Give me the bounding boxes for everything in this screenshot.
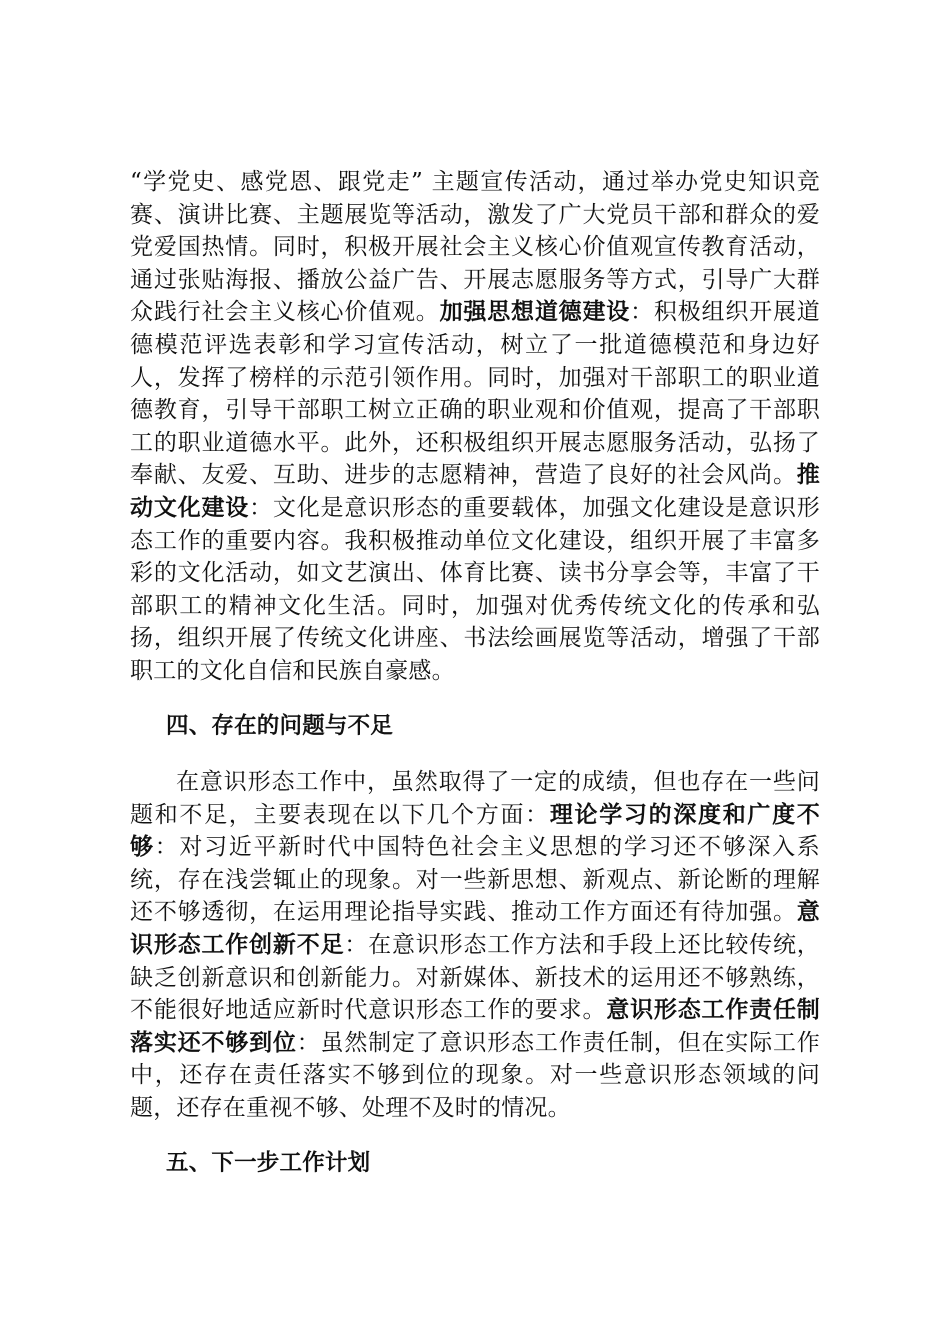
paragraph-text: ：对习近平新时代中国特色社会主义思想的学习还不够深入系统，存在浅尝辄止的现象。对一些新思想、新观点、新论断的理解还不够透彻，在运用理论指导实践、推动工作方面还有待加强。 [130, 834, 820, 926]
bold-term-culture-construction: 推动文化建设 [130, 462, 820, 521]
spacer [130, 688, 820, 710]
section-heading-next-plan: 五、下一步工作计划 [166, 1149, 371, 1176]
paragraph-text: ：积极组织开展道德模范评选表彰和学习宣传活动，树立了一批道德模范和身边好人，发挥了榜样的示范引领作用。同时，加强对干部职工的职业道德教育，引导干部职工树立正确的职业观和价值观，提高了干部职工的职业道德水平。此外，还积极组织开展志愿服务活动，弘扬了奉献、友爱、互助、进步的志愿精神，营造了良好的社会风尚。 [130, 299, 820, 489]
paragraph-problems [130, 766, 820, 1125]
paragraph-achievements-continued [130, 166, 820, 688]
paragraph-text: “学党史、感党恩、跟党走” 主题宣传活动，通过举办党史知识竞赛、演讲比赛、主题展览等活动，激发了广大党员干部和群众的爱党爱国热情。同时，积极开展社会主义核心价值观宣传教育活动，通过张贴海报、播放公益广告、开展志愿服务等方式，引导广大群众践行社会主义核心价值观。 [130, 169, 820, 326]
spacer [130, 1125, 820, 1147]
bold-term-theory-study: 理论学习的深度和广度不够 [130, 801, 821, 861]
document-body [130, 166, 820, 1179]
spacer [130, 742, 820, 766]
bold-term-innovation: 意识形态工作创新不足 [130, 899, 820, 959]
section-heading-problems: 四、存在的问题与不足 [166, 712, 394, 739]
paragraph-text: 在意识形态工作中，虽然取得了一定的成绩，但也存在一些问题和不足，主要表现在以下几个方面： [130, 769, 820, 828]
paragraph-text: ：虽然制定了意识形态工作责任制，但在实际工作中，还存在责任落实不够到位的现象。对一些意识形态领域的问题，还存在重视不够、处理不及时的情况。 [130, 1029, 820, 1122]
paragraph-text: ：文化是意识形态的重要载体，加强文化建设是意识形态工作的重要内容。我积极推动单位文化建设，组织开展了丰富多彩的文化活动，如文艺演出、体育比赛、读书分享会等，丰富了干部职工的精神文化生活。同时，加强对优秀传统文化的传承和弘扬，组织开展了传统文化讲座、书法绘画展览等活动，增强了干部职工的文化自信和民族自豪感。 [130, 494, 820, 684]
paragraph-text: ：在意识形态工作方法和手段上还比较传统，缺乏创新意识和创新能力。对新媒体、新技术的运用还不够熟练，不能很好地适应新时代意识形态工作的要求。 [130, 932, 820, 1024]
bold-term-moral-construction: 加强思想道德建设 [439, 299, 631, 326]
bold-term-responsibility: 意识形态工作责任制落实还不够到位 [130, 997, 820, 1056]
